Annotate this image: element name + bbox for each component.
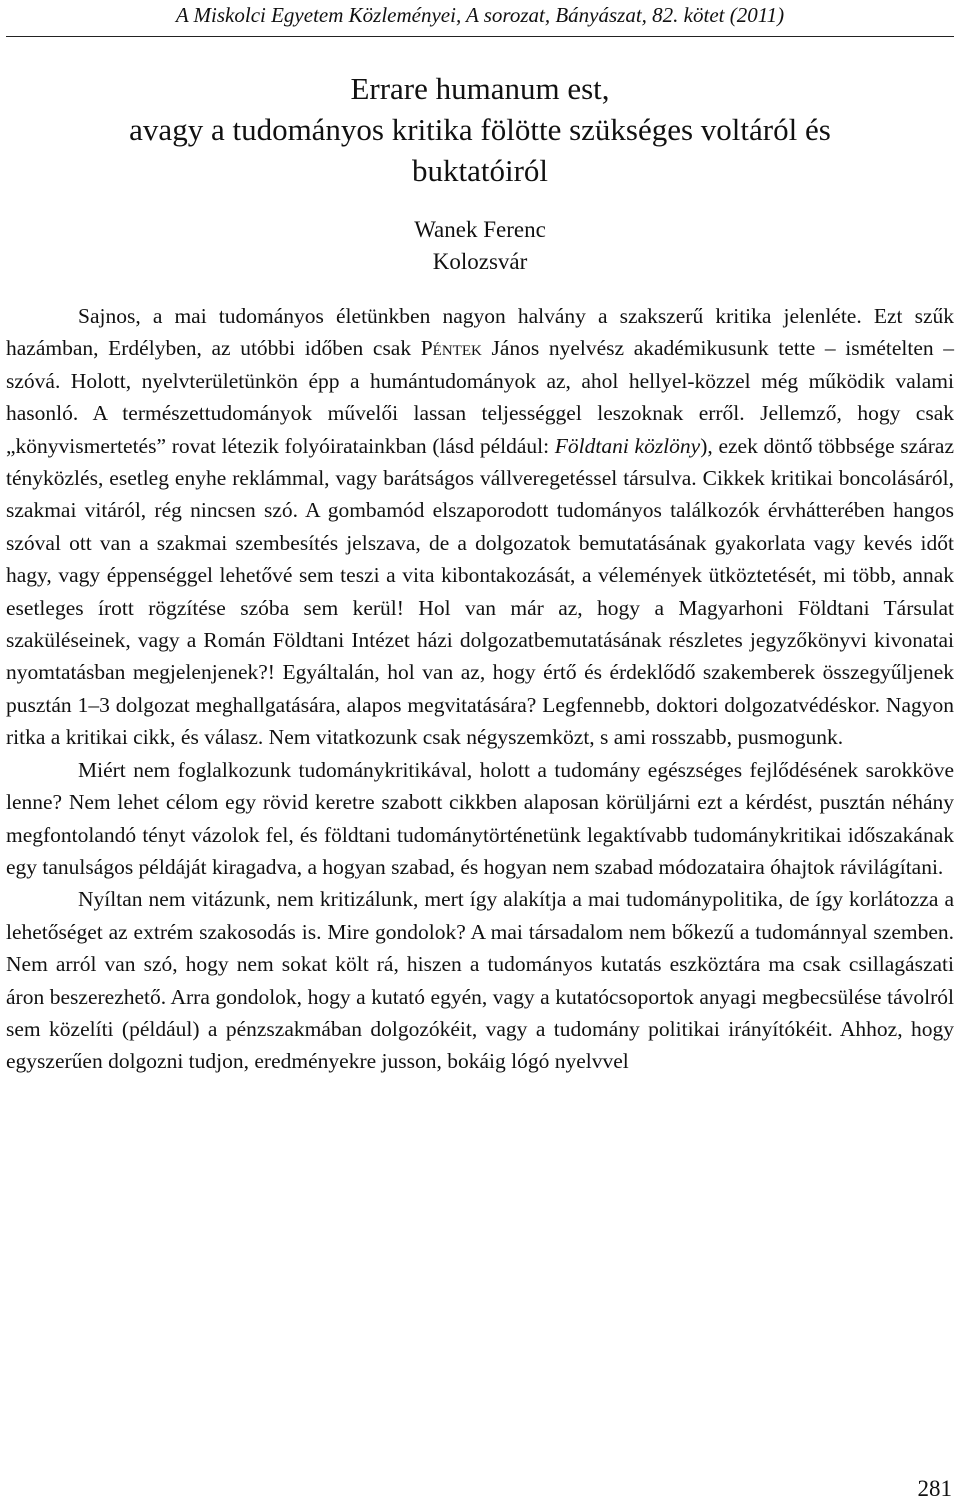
header-divider: [6, 36, 954, 37]
article-title: [0, 68, 960, 191]
author-block: [0, 214, 960, 278]
paragraph-3: Nyíltan nem vitázunk, nem kritizálunk, mert így alakítja a mai tudománypolitika, de így korlátozza a lehetőséget az extrém szakosodás is. Mire gondolok? A mai társadalom nem bőkezű a tudománnyal szemben. Nem arról van szó, hogy nem sokat költ rá, hiszen a tudományos kutatás eszköztára ma csak csillagászati áron beszerezhető. Arra gondolok, hogy a kutató egyén, vagy a kutatócsoportok anyagi megbecsülése távolról sem közelíti (például) a pénzszakmában dolgozókéit, vagy a tudomány politikai irányítókéit. Ahhoz, hogy egyszerűen dolgozni tudjon, eredményekre jusson, bokáig lógó nyelvvel: [6, 887, 954, 1074]
title-line-3: buktatóiról: [411, 153, 549, 188]
author-city: Kolozsvár: [432, 249, 528, 274]
paragraph-1-text-b: János nyelvész akadémikusunk tette – ismételten – szóvá. Holott, nyelvterületünkön épp a humántudományok az, ahol hellyel-közzel még működik valami hasonló. A természettudományok művelői lassan teljességgel leszoknak erről. Jellemző, hogy csak „könyvismertetés” rovat létezik folyóiratainkban (lásd például:: [6, 336, 954, 458]
article-body: [6, 300, 954, 1078]
title-line-2: avagy a tudományos kritika fölötte szükséges voltáról és: [129, 112, 831, 147]
paragraph-2: Miért nem foglalkozunk tudománykritikával, holott a tudomány egészséges fejlődésének sarokköve lenne? Nem lehet célom egy rövid keretre szabott cikkben alaposan körüljárni ezt a kérdést, pusztán néhány megfontolandó tényt vázolok fel, és földtani tudománytörténetünk legaktívabb tudománykritikai időszakának egy tanulságos példáját kiragadva, a hogyan szabad, és hogyan nem szabad módozataira óhajtok rávilágítani.: [6, 757, 954, 879]
title-line-1: Errare humanum est,: [350, 71, 610, 106]
paragraph-1-text-a: Sajnos, a mai tudományos életünkben nagyon halvány a szakszerű kritika jelenléte. Ezt szűk hazámban, Erdélyben, az utóbbi időben csak: [6, 304, 954, 361]
journal-name: Földtani közlöny: [554, 433, 701, 458]
cited-surname: Péntek: [420, 336, 482, 361]
page-number: 281: [917, 1476, 952, 1501]
paragraph-1: [6, 300, 954, 754]
author-name: Wanek Ferenc: [414, 217, 546, 242]
paragraph-1-text-c: ), ezek döntő többsége száraz tényközlés, esetleg enyhe reklámmal, vagy barátságos vállveregetéssel társulva. Cikkek kritikai boncolásáról, szakmai vitáról, rég nincsen szó. A gombamód elszaporodott tudományos találkozók érvhátterében hangos szóval ott van a szakmai szembesítés jelszava, de a dolgozatok bemutatásának gyakorlata vagy kevés időt hagy, vagy éppenséggel lehetővé sem teszi a vita kibontakozását, a vélemények ütköztetését, mi több, annak esetleges írott rögzítése szóba sem kerül! Hol van már az, hogy a Magyarhoni Földtani Társulat szaküléseinek, vagy a Román Földtani Intézet házi dolgozatbemutatásának részletes jegyzőkönyvi kivonatai nyomtatásban megjelenjenek?! Egyáltalán, hol van az, hogy értő és érdeklődő szakemberek összegyűljenek pusztán 1–3 dolgozat meghallgatására, alapos megvitatására? Legfennebb, doktori dolgozatvédéskor. Nagyon ritka a kritikai cikk, és válasz. Nem vitatkozunk csak négyszemközt, s ami rosszabb, pusmogunk.: [6, 433, 955, 750]
running-header: A Miskolci Egyetem Közleményei, A sorozat, Bányászat, 82. kötet (2011): [175, 3, 785, 27]
